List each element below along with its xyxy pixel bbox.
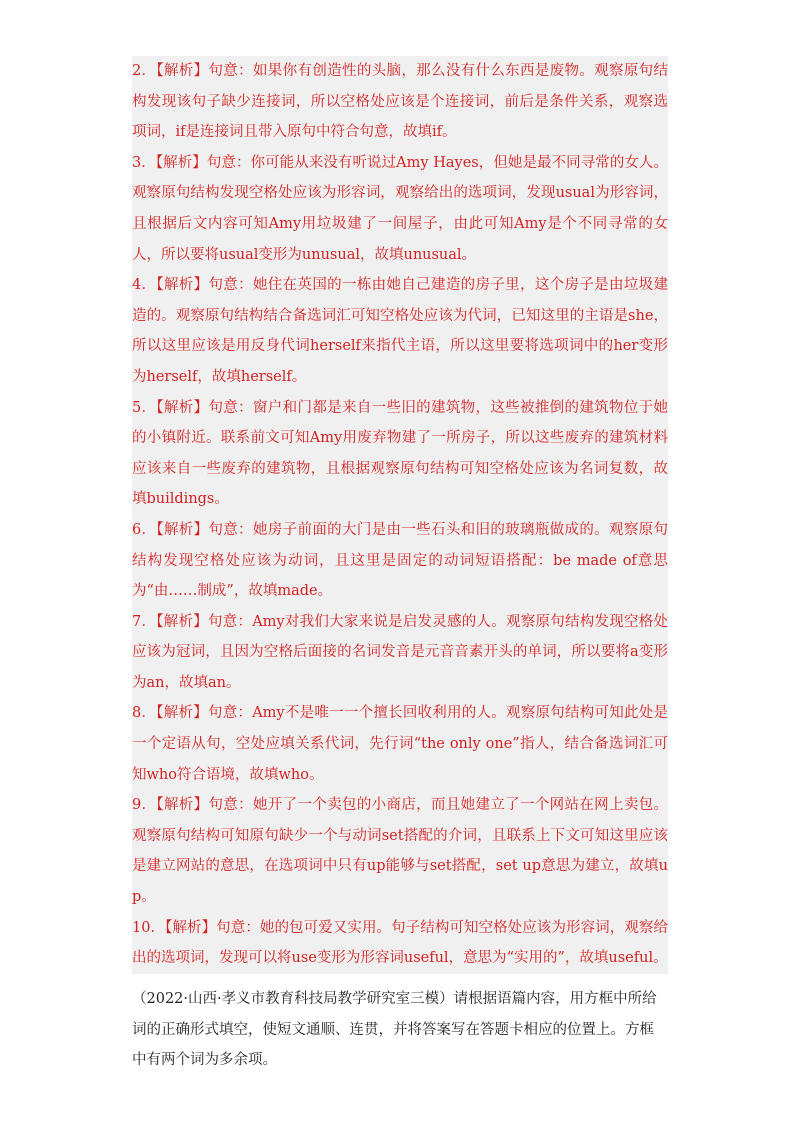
answer-3: 3．【解析】句意：你可能从来没有听说过Amy Hayes，但她是最不同寻常的女人。观察原句结构发现空格处应该为形容词，观察给出的选项词，发现usual为形容词，且根据后文内容可知Amy用垃圾建了一间屋子，由此可知Amy是个不同寻常的女人，所以要将usual变形为unusual，故填unusual。 (132, 154, 668, 263)
answer-2: 2．【解析】句意：如果你有创造性的头脑，那么没有什么东西是废物。观察原句结构发现该句子缺少连接词，所以空格处应该是个连接词，前后是条件关系，观察选项词，if是连接词且带入原句中符合句意，故填if。 (132, 63, 668, 141)
answer-9: 9．【解析】句意：她开了一个卖包的小商店，而且她建立了一个网站在网上卖包。观察原句结构可知原句缺少一个与动词set搭配的介词，且联系上下文可知这里应该是建立网站的意思，在选项词中只有up能够与set搭配，set up意思为建立，故填up。 (132, 797, 668, 906)
answer-4: 4．【解析】句意：她住在英国的一栋由她自己建造的房子里，这个房子是由垃圾建造的。观察原句结构结合备选词汇可知空格处应该为代词，已知这里的主语是she，所以这里应该是用反身代词herself来指代主语，所以这里要将选项词中的her变形为herself，故填herself。 (132, 277, 668, 385)
answer-5: 5．【解析】句意：窗户和门都是来自一些旧的建筑物，这些被推倒的建筑物位于她的小镇附近。联系前文可知Amy用废弃物建了一所房子，所以这些废弃的建筑材料应该来自一些废弃的建筑物，且根据观察原句结构可知空格处应该为名词复数，故填buildings。 (132, 399, 668, 508)
answer-explanations (132, 56, 668, 974)
question-intro (132, 984, 668, 1076)
answer-6: 6．【解析】句意：她房子前面的大门是由一些石头和旧的玻璃瓶做成的。观察原句结构发现空格处应该为动词，且这里是固定的动词短语搭配：be made of意思为“由……制成”，故填made。 (132, 521, 668, 600)
answer-7: 7．【解析】句意：Amy对我们大家来说是启发灵感的人。观察原句结构发现空格处应该为冠词，且因为空格后面接的名词发音是元音音素开头的单词，所以要将a变形为an，故填an。 (132, 613, 668, 691)
question-instructions: （2022·山西·孝义市教育科技局教学研究室三模）请根据语篇内容，用方框中所给词的正确形式填空，使短文通顺、连贯，并将答案写在答题卡相应的位置上。方框中有两个词为多余项。 (132, 991, 657, 1069)
answer-10: 10．【解析】句意：她的包可爱又实用。句子结构可知空格处应该为形容词，观察给出的选项词，发现可以将use变形为形容词useful，意思为“实用的”，故填useful。 (132, 919, 668, 967)
answer-8: 8．【解析】句意：Amy不是唯一一个擅长回收利用的人。观察原句结构可知此处是一个定语从句，空处应填关系代词，先行词“the only one”指人，结合备选词汇可知who符合语境，故填who。 (132, 705, 668, 783)
